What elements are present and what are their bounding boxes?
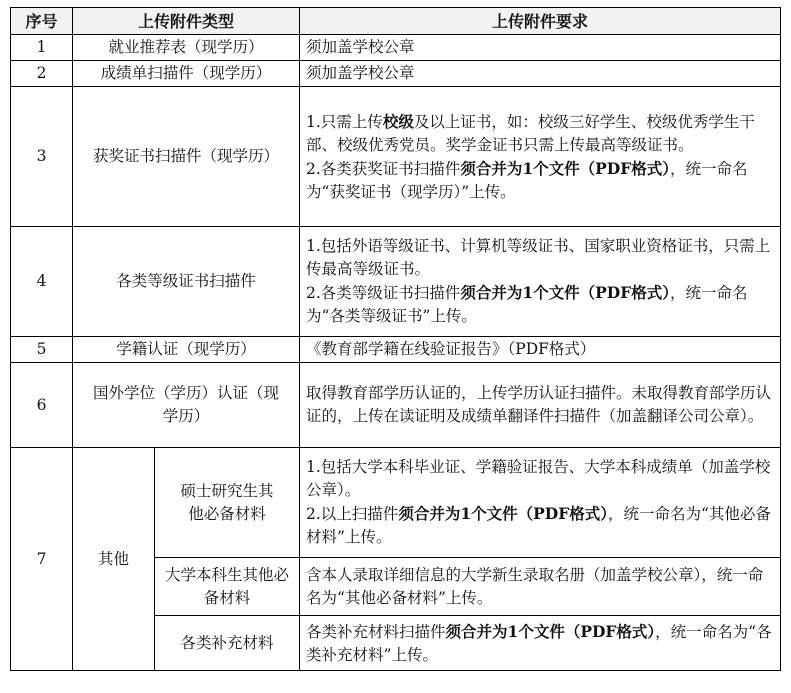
requirement-emphasis: 校级 [382, 111, 414, 131]
requirements-table-wrapper [10, 7, 781, 671]
requirement-text: ，统一命名为“各类补充材料”上传。 [306, 622, 772, 664]
attachment-requirements-table [10, 7, 781, 671]
requirement-line-2 [306, 157, 774, 204]
attachment-requirement: 取得教育部学历认证的，上传学历认证扫描件。未取得教育部学历认证的，上传在读证明及成绩单翻译件扫描件（加盖翻译公司公章）。 [300, 363, 781, 448]
attachment-requirement [300, 616, 781, 671]
row-number: 1 [11, 35, 73, 61]
attachment-type: 各类等级证书扫描件 [73, 227, 300, 337]
requirement-emphasis: 须合并为1个文件（PDF格式） [398, 504, 608, 523]
requirement-line-1: 1.包括外语等级证书、计算机等级证书、国家职业资格证书，只需上传最高等级证书。 [306, 237, 771, 278]
attachment-type: 国外学位（学历）认证（现学历） [73, 363, 300, 448]
requirement-text: ，统一命名为“各类等级证书”上传。 [306, 284, 748, 325]
table-row [11, 61, 781, 87]
requirement-line-2 [306, 502, 774, 549]
requirement-emphasis: 须合并为1个文件（PDF格式） [460, 158, 670, 178]
row-number: 7 [11, 448, 73, 671]
attachment-type: 就业推荐表（现学历） [73, 35, 300, 61]
requirement-emphasis: 须合并为1个文件（PDF格式） [460, 283, 670, 302]
requirement-text: 及以上证书，如：校级三好学生、校级优秀学生干部、校级优秀党员。奖学金证书只需上传最高等级证书。 [306, 112, 755, 154]
header-serial-number: 序号 [11, 8, 73, 35]
attachment-subtype: 各类补充材料 [155, 616, 300, 671]
attachment-subtype: 硕士研究生其他必备材料 [155, 448, 300, 558]
attachment-requirement [300, 448, 781, 558]
attachment-type: 获奖证书扫描件（现学历） [73, 87, 300, 227]
attachment-subtype: 大学本科生其他必备材料 [155, 558, 300, 616]
requirement-text: 2.各类获奖证书扫描件 [306, 159, 461, 178]
table-row [11, 448, 781, 558]
attachment-requirement [300, 227, 781, 337]
attachment-type: 其他 [73, 448, 155, 671]
attachment-type: 学籍认证（现学历） [73, 337, 300, 363]
row-number: 3 [11, 87, 73, 227]
attachment-requirement [300, 87, 781, 227]
requirement-line-1 [306, 110, 774, 157]
table-row [11, 363, 781, 448]
requirement-text: 1.只需上传 [306, 112, 383, 131]
row-number: 4 [11, 227, 73, 337]
table-row [11, 227, 781, 337]
row-number: 5 [11, 337, 73, 363]
attachment-type: 成绩单扫描件（现学历） [73, 61, 300, 87]
row-number: 2 [11, 61, 73, 87]
table-row [11, 87, 781, 227]
header-attachment-type: 上传附件类型 [73, 8, 300, 35]
row-number: 6 [11, 363, 73, 448]
header-attachment-requirement: 上传附件要求 [300, 8, 781, 35]
attachment-requirement: 须加盖学校公章 [300, 61, 781, 87]
table-row [11, 35, 781, 61]
requirement-text: 2.各类等级证书扫描件 [306, 284, 461, 302]
table-row [11, 337, 781, 363]
requirement-text: ，统一命名为“其他必备材料”上传。 [306, 505, 771, 546]
attachment-requirement: 须加盖学校公章 [300, 35, 781, 61]
requirement-text: ，统一命名为“获奖证书（现学历）”上传。 [306, 159, 748, 201]
attachment-requirement: 《教育部学籍在线验证报告》（PDF格式） [300, 337, 781, 363]
table-header-row [11, 8, 781, 35]
attachment-requirement: 含本人录取详细信息的大学新生录取名册（加盖学校公章），统一命名为“其他必备材料”上传。 [300, 558, 781, 616]
requirement-line-1: 1.包括大学本科毕业证、学籍验证报告、大学本科成绩单（加盖学校公章）。 [306, 458, 771, 499]
requirement-text: 2.以上扫描件 [306, 505, 399, 523]
requirement-text: 各类补充材料扫描件 [306, 622, 446, 641]
requirement-emphasis: 须合并为1个文件（PDF格式） [445, 621, 656, 641]
requirement-line-2 [306, 281, 774, 328]
